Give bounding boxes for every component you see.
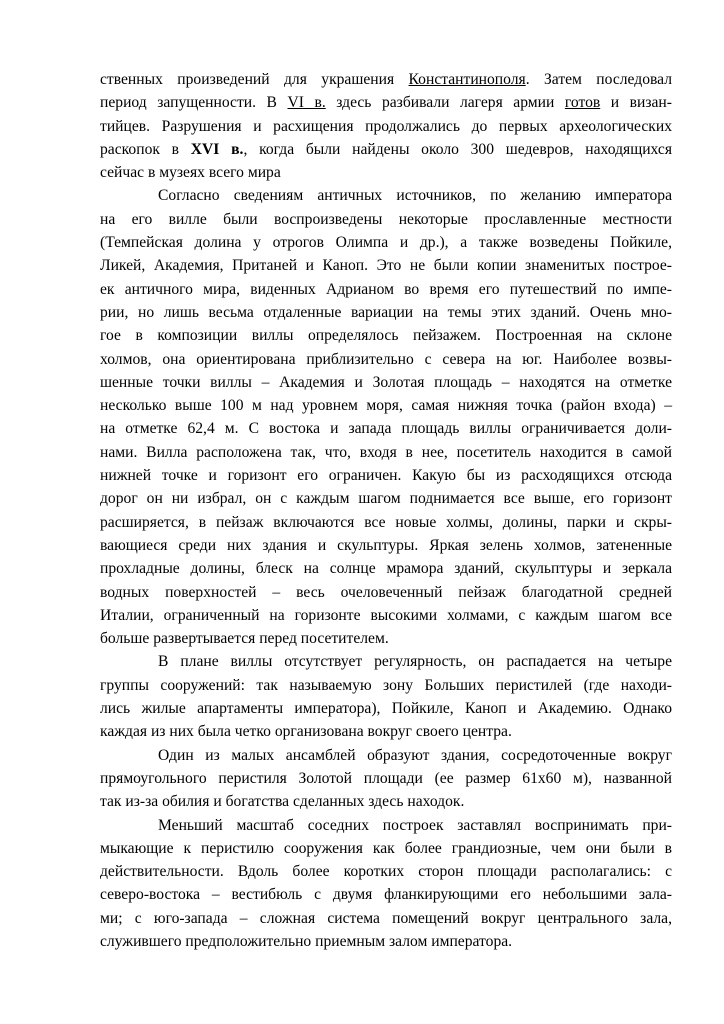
text-line: ми; с юго-запада – сложная система помещений вокруг центрального зала, (100, 909, 672, 927)
paragraph-3 (100, 650, 672, 743)
text-line: служившего предположительно приемным залом императора. (100, 932, 513, 950)
paragraph-2 (100, 184, 672, 650)
text-line: северо-востока – вестибюль с двумя фланкирующими его небольшими зала- (100, 886, 672, 904)
paragraph-1 (100, 68, 672, 184)
text-line: холмов, она ориентирована приблизительно с севера на юг. Наиболее возвы- (100, 350, 672, 368)
text-line: тийцев. Разрушения и расхищения продолжались до первых археологических (100, 117, 672, 135)
text-line: расширяется, в пейзаж включаются все новые холмы, долины, парки и скры- (100, 513, 672, 531)
text-line: так из-за обилия и богатства сделанных здесь находок. (100, 793, 465, 811)
century-xvi: XVI в. (190, 140, 244, 158)
text-line: Один из малых ансамблей образуют здания, сосредоточенные вокруг (158, 746, 672, 764)
text-line: нижней точке и горизонт его ограничен. Какую бы из расходящихся отсюда (100, 467, 672, 485)
text-line: период запущенности. В VI в. здесь разбивали лагеря армии готов и визан- (100, 94, 672, 112)
text-line: Италии, ограниченный на горизонте высокими холмами, с каждым шагом все (100, 606, 672, 624)
text-line: ек античного мира, виденных Адрианом во время его путешествий по импе- (100, 280, 672, 298)
paragraph-4 (100, 744, 672, 814)
text-line: гое в композиции виллы определялось пейзажем. Построенная на склоне (100, 327, 672, 345)
text-line: прямоугольного перистиля Золотой площади (ее размер 61х60 м), названной (100, 769, 672, 787)
text-line: нами. Вилла расположена так, что, входя в нее, посетитель находится в самой (100, 443, 672, 461)
text-line: каждая из них была четко организована вокруг своего центра. (100, 723, 512, 741)
link-constantinople[interactable]: Константинополя (408, 71, 526, 88)
text-line: водных поверхностей – весь очеловеченный пейзаж благодатной средней (100, 583, 672, 601)
text-line: раскопок в XVI в., когда были найдены около 300 шедевров, находящихся (100, 140, 673, 158)
text-line: рии, но лишь весьма отдаленные вариации на темы этих зданий. Очень мно- (100, 303, 672, 321)
text-line: лись жилые апартаменты императора), Пойкиле, Каноп и Академию. Однако (100, 700, 672, 718)
text-line: действительности. Вдоль более коротких сторон площади располагались: с (100, 863, 672, 881)
text-line: на его вилле были воспроизведены некоторые прославленные местности (100, 210, 672, 228)
text-line: Ликей, Академия, Пританей и Каноп. Это не были копии знаменитых построе- (100, 257, 672, 275)
link-vi-century[interactable]: VI в. (287, 94, 326, 112)
text-line: прохладные долины, блеск на солнце мрамора зданий, скульптуры и зеркала (100, 560, 672, 578)
text-line: В плане виллы отсутствует регулярность, он распадается на четыре (158, 653, 672, 671)
text-line: мыкающие к перистилю сооружения как более грандиозные, чем они были в (100, 839, 672, 857)
text-line: ственных произведений для украшения Константинополя. Затем последовал (100, 71, 672, 88)
text-line: группы сооружений: так называемую зону Больших перистилей (где находи- (100, 676, 672, 694)
text-line: вающиеся среди них здания и скульптуры. Яркая зелень холмов, затененные (100, 536, 672, 554)
text-line: дорог он ни избрал, он с каждым шагом поднимается все выше, его горизонт (100, 490, 672, 508)
text-line: (Темпейская долина у отрогов Олимпа и др.), а также возведены Пойкиле, (100, 234, 672, 252)
text-line: Меньший масштаб соседних построек заставлял воспринимать при- (158, 816, 672, 834)
text-line: больше развертывается перед посетителем. (100, 630, 389, 648)
paragraph-5 (100, 814, 672, 954)
text-line: несколько выше 100 м над уровнем моря, самая нижняя точка (район входа) – (100, 397, 672, 415)
text-line: шенные точки виллы – Академия и Золотая площадь – находятся на отметке (100, 373, 672, 391)
text-line: Согласно сведениям античных источников, по желанию императора (158, 187, 672, 205)
link-goths[interactable]: готов (564, 94, 601, 112)
text-line: на отметке 62,4 м. С востока и запада площадь виллы ограничивается доли- (100, 420, 672, 438)
text-line: сейчас в музеях всего мира (100, 164, 281, 182)
document-body (100, 68, 672, 953)
